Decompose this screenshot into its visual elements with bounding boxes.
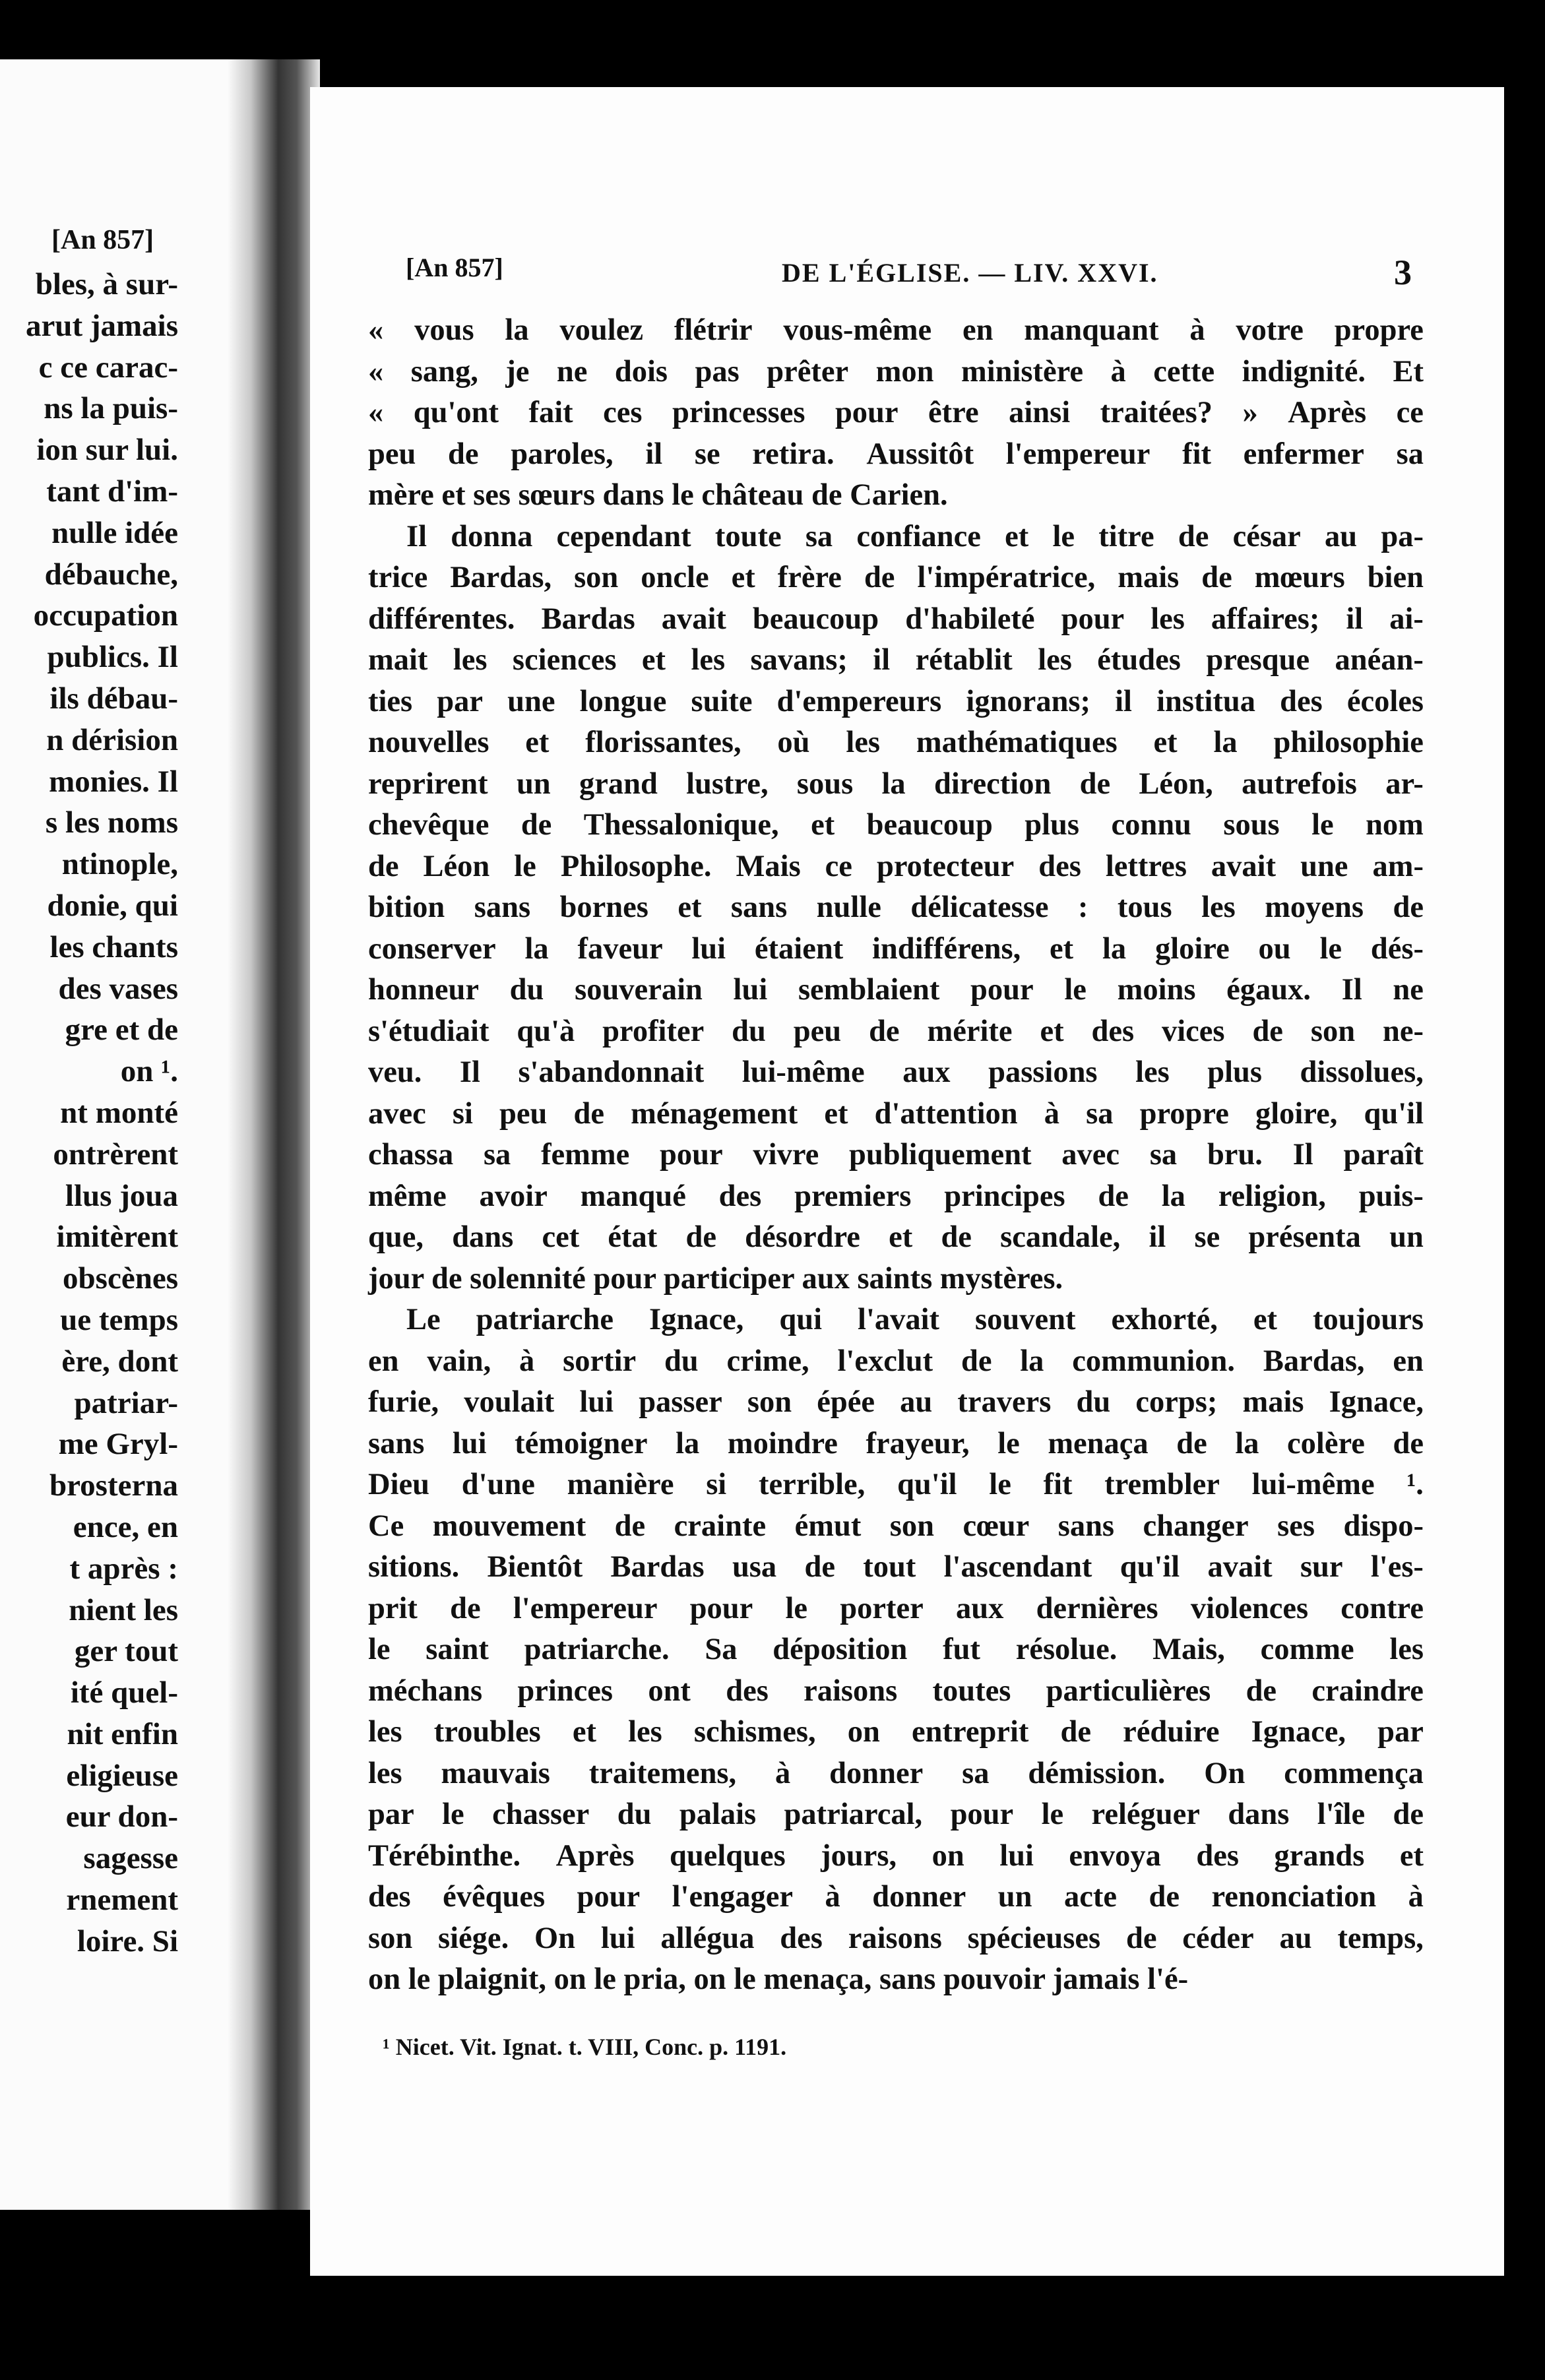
left-text-line: nt monté	[60, 1095, 178, 1130]
left-text-line: les chants	[49, 929, 178, 964]
text-line: en vain, à sortir du crime, l'exclut de la communion. Bardas, en	[368, 1344, 1424, 1378]
text-line: mère et ses sœurs dans le château de Carien.	[368, 478, 948, 512]
left-text-line: gre et de	[65, 1013, 178, 1048]
text-line: trice Bardas, son oncle et frère de l'impératrice, mais de mœurs bien	[368, 561, 1424, 594]
left-text-line: nit enfin	[67, 1716, 178, 1751]
text-line: Térébinthe. Après quelques jours, on lui envoya des grands et	[368, 1838, 1424, 1873]
text-line: les mauvais traitemens, à donner sa démission. On commença	[368, 1756, 1424, 1790]
text-line: bition sans bornes et sans nulle délicatesse : tous les moyens de	[368, 891, 1424, 924]
text-line: les troubles et les schismes, on entreprit de réduire Ignace, par	[368, 1715, 1424, 1749]
left-text-line: ion sur lui.	[36, 433, 178, 468]
left-text-line: t après :	[69, 1551, 178, 1586]
left-text-line: ontrèrent	[53, 1137, 178, 1172]
text-line: reprirent un grand lustre, sous la direction de Léon, autrefois ar-	[368, 767, 1424, 801]
left-text-line: monies. Il	[49, 764, 178, 799]
left-text-line: nulle idée	[51, 515, 178, 550]
left-text-line: eur don-	[65, 1800, 178, 1834]
text-line: peu de paroles, il se retira. Aussitôt l'empereur fit enfermer sa	[368, 437, 1424, 471]
text-line: furie, voulait lui passer son épée au travers du corps; mais Ignace,	[368, 1385, 1424, 1419]
text-line: jour de solennité pour participer aux saints mystères.	[368, 1261, 1063, 1296]
text-line: méchans princes ont des raisons toutes particulières de craindre	[368, 1674, 1424, 1708]
text-line: Le patriarche Ignace, qui l'avait souvent exhorté, et toujours	[406, 1303, 1424, 1336]
left-text-line: c ce carac-	[38, 350, 178, 385]
left-text-line: des vases	[58, 971, 178, 1006]
left-text-line: occupation	[33, 598, 178, 633]
left-text-line: n dérision	[46, 722, 178, 757]
text-line: sitions. Bientôt Bardas usa de tout l'ascendant qu'il avait sur l'es-	[368, 1550, 1424, 1584]
left-text-line: ntinople,	[61, 847, 178, 882]
left-text-line: donie, qui	[47, 888, 178, 923]
left-text-line: imitèrent	[56, 1220, 178, 1255]
text-line: des évêques pour l'engager à donner un acte de renonciation à	[368, 1880, 1424, 1914]
left-text-line: ère, dont	[61, 1344, 178, 1379]
text-line: on le plaignit, on le pria, on le menaça, sans pouvoir jamais l'é-	[368, 1962, 1189, 1996]
text-line: même avoir manqué des premiers principes de la religion, puis-	[368, 1179, 1424, 1213]
left-text-line: ence, en	[73, 1509, 178, 1544]
text-line: mait les sciences et les savans; il rétablit les études presque anéan-	[368, 643, 1424, 677]
text-line: ties par une longue suite d'empereurs ignorans; il institua des écoles	[368, 684, 1424, 718]
left-text-line: ils débau-	[49, 681, 178, 716]
text-line: s'étudiait qu'à profiter du peu de mérite et des vices de son ne-	[368, 1014, 1424, 1048]
left-text-line: nient les	[69, 1592, 178, 1627]
left-page-text	[0, 264, 178, 1962]
footnote: ¹ Nicet. Vit. Ignat. t. VIII, Conc. p. 1191.	[383, 2034, 787, 2060]
text-line: « vous la voulez flétrir vous-même en manquant à votre propre	[368, 313, 1424, 347]
text-line: Il donna cependant toute sa confiance et le titre de césar au pa-	[406, 519, 1424, 553]
text-line: chevêque de Thessalonique, et beaucoup plus connu sous le nom	[368, 808, 1424, 842]
running-head-year: [An 857]	[406, 253, 503, 282]
left-text-line: publics. Il	[47, 640, 178, 675]
left-text-line: me Gryl-	[58, 1427, 178, 1462]
text-line: veu. Il s'abandonnait lui-même aux passions les plus dissolues,	[368, 1055, 1424, 1089]
text-line: Dieu d'une manière si terrible, qu'il le fit trembler lui-même ¹.	[368, 1468, 1424, 1501]
main-page	[310, 87, 1504, 2276]
left-text-line: sagesse	[83, 1841, 178, 1876]
left-text-line: eligieuse	[66, 1758, 178, 1793]
text-line: son siége. On lui allégua des raisons spécieuses de céder au temps,	[368, 1921, 1424, 1955]
left-text-line: ité quel-	[70, 1675, 178, 1710]
left-text-line: s les noms	[45, 805, 178, 840]
left-text-line: ns la puis-	[44, 391, 178, 426]
text-line: différentes. Bardas avait beaucoup d'habileté pour les affaires; il ai-	[368, 602, 1424, 636]
left-text-line: obscènes	[63, 1261, 178, 1296]
left-text-line: ue temps	[60, 1302, 178, 1337]
text-line: nouvelles et florissantes, où les mathématiques et la philosophie	[368, 726, 1424, 759]
left-text-line: bles, à sur-	[35, 267, 178, 301]
left-text-line: ger tout	[74, 1634, 178, 1669]
book-gutter	[228, 59, 320, 2210]
running-head	[406, 252, 1412, 292]
text-line: chassa sa femme pour vivre publiquement avec sa bru. Il paraît	[368, 1138, 1424, 1172]
left-text-line: on ¹.	[120, 1054, 178, 1089]
text-line: prit de l'empereur pour le porter aux dernières violences contre	[368, 1591, 1424, 1625]
left-text-line: patriar-	[74, 1385, 178, 1420]
left-page-header: [An 857]	[51, 225, 154, 255]
text-line: de Léon le Philosophe. Mais ce protecteur des lettres avait une am-	[368, 849, 1424, 883]
left-text-line: débauche,	[44, 557, 178, 592]
text-line: sans lui témoigner la moindre frayeur, le menaça de la colère de	[368, 1426, 1424, 1460]
text-line: le saint patriarche. Sa déposition fut résolue. Mais, comme les	[368, 1633, 1424, 1666]
text-line: que, dans cet état de désordre et de scandale, il se présenta un	[368, 1220, 1424, 1254]
text-line: par le chasser du palais patriarcal, pour le reléguer dans l'île de	[368, 1798, 1424, 1831]
running-head-title: DE L'ÉGLISE. — LIV. XXVI.	[782, 258, 1158, 288]
left-text-line: brosterna	[49, 1468, 178, 1503]
left-text-line: arut jamais	[25, 308, 178, 343]
text-line: « qu'ont fait ces princesses pour être ainsi traitées? » Après ce	[368, 396, 1424, 429]
text-line: « sang, je ne dois pas prêter mon ministère à cette indignité. Et	[368, 354, 1424, 389]
left-text-line: llus joua	[65, 1178, 178, 1213]
text-line: avec si peu de ménagement et d'attention à sa propre gloire, qu'il	[368, 1096, 1424, 1131]
left-text-line: tant d'im-	[46, 474, 178, 509]
text-line: honneur du souverain lui semblaient pour le moins égaux. Il ne	[368, 973, 1424, 1007]
left-text-line: loire. Si	[77, 1924, 178, 1958]
left-text-line: rnement	[66, 1883, 178, 1918]
page-number: 3	[1394, 253, 1412, 292]
text-line: Ce mouvement de crainte émut son cœur sans changer ses dispo-	[368, 1509, 1424, 1543]
text-line: conserver la faveur lui étaient indifférens, et la gloire ou le dés-	[368, 931, 1424, 966]
body-text	[368, 310, 1424, 2001]
